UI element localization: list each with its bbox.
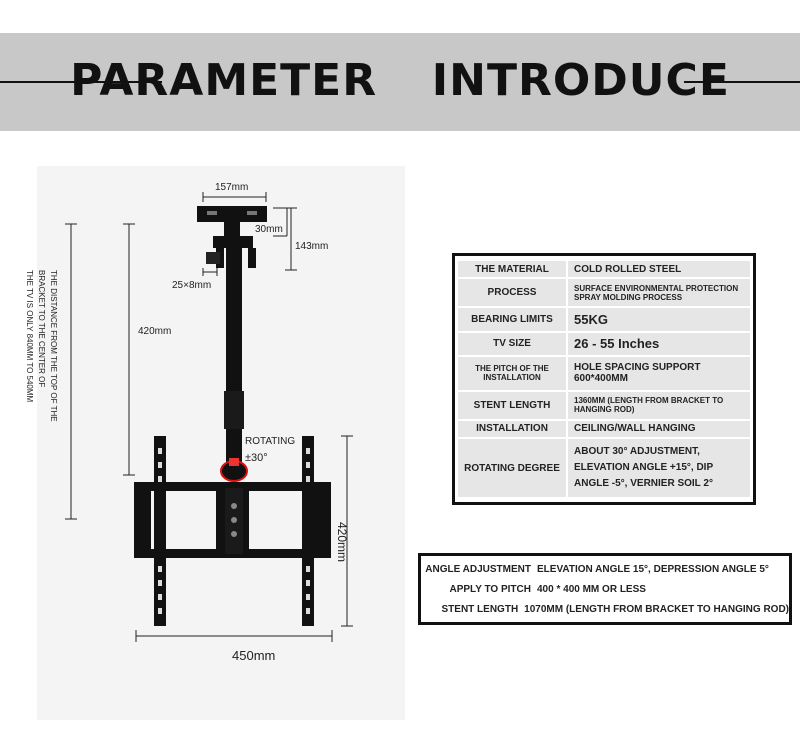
header-banner [0,33,800,131]
spec-value: 55KG [568,308,750,330]
mount-drawing [37,166,405,720]
label-450mm: 450mm [232,648,276,663]
vertical-note-line-2: BRACKET TO THE CENTER OF [37,270,46,388]
label-30mm: 30mm [255,224,283,235]
spec-key: ROTATING DEGREE [458,439,568,497]
spec2-row [421,599,789,619]
spec-row [458,261,750,277]
spec2-key: STENT LENGTH [441,603,519,615]
title-part-1: PARAMETER [70,55,378,106]
spec-key: THE PITCH OF THE INSTALLATION [458,357,568,390]
label-420mm-left: 420mm [138,326,172,337]
vertical-note [9,270,59,440]
spec-row [458,439,750,497]
spec-key: TV SIZE [458,333,568,355]
spec-row [458,392,750,419]
spec-value: ABOUT 30° ADJUSTMENT, ELEVATION ANGLE +15°, DIP ANGLE -5°, VERNIER SOIL 2° [568,439,750,497]
spec-key: STENT LENGTH [458,392,568,419]
spec-key: PROCESS [458,279,568,306]
spec2-value: 1070MM (LENGTH FROM BRACKET TO HANGING ROD) [524,603,789,615]
spec-key: THE MATERIAL [458,261,568,277]
spec2-row [421,579,789,599]
label-rotating: ROTATING [245,436,296,447]
spec2-value: ELEVATION ANGLE 15°, DEPRESSION ANGLE 5° [537,563,769,575]
spec-value: 26 - 55 Inches [568,333,750,355]
spec-key: BEARING LIMITS [458,308,568,330]
page-title [0,55,800,106]
label-157mm: 157mm [215,182,249,193]
label-rotating-angle: ±30° [245,452,268,464]
spec-value: 1360MM (LENGTH FROM BRACKET TO HANGING ROD) [568,392,750,419]
spec-value: HOLE SPACING SUPPORT 600*400MM [568,357,750,390]
label-143mm: 143mm [295,241,329,252]
spec2-value: 400 * 400 MM OR LESS [537,583,646,595]
title-part-2: INTRODUCE [431,55,730,106]
spec-row [458,308,750,330]
label-420mm-right: 420mm [335,522,349,563]
spec-row [458,333,750,355]
hanging-rod [226,236,242,464]
spec2-row [421,559,789,579]
spec-table [452,253,756,505]
product-diagram [25,166,405,720]
spec-value: CEILING/WALL HANGING [568,421,750,437]
spec-table-2 [418,553,792,625]
spec-key: INSTALLATION [458,421,568,437]
spec-row [458,421,750,437]
spec-row [458,357,750,390]
spec2-key: ANGLE ADJUSTMENT [425,563,531,575]
spec-value: SURFACE ENVIRONMENTAL PROTECTION SPRAY MOLDING PROCESS [568,279,750,306]
label-slot-size: 25×8mm [172,280,212,291]
spec-value: COLD ROLLED STEEL [568,261,750,277]
spec2-key: APPLY TO PITCH [449,583,531,595]
vertical-note-line-1: THE DISTANCE FROM THE TOP OF THE [49,270,58,422]
vertical-note-line-3: THE TV IS ONLY 840MM TO 540MM [25,270,34,403]
spec-row [458,279,750,306]
